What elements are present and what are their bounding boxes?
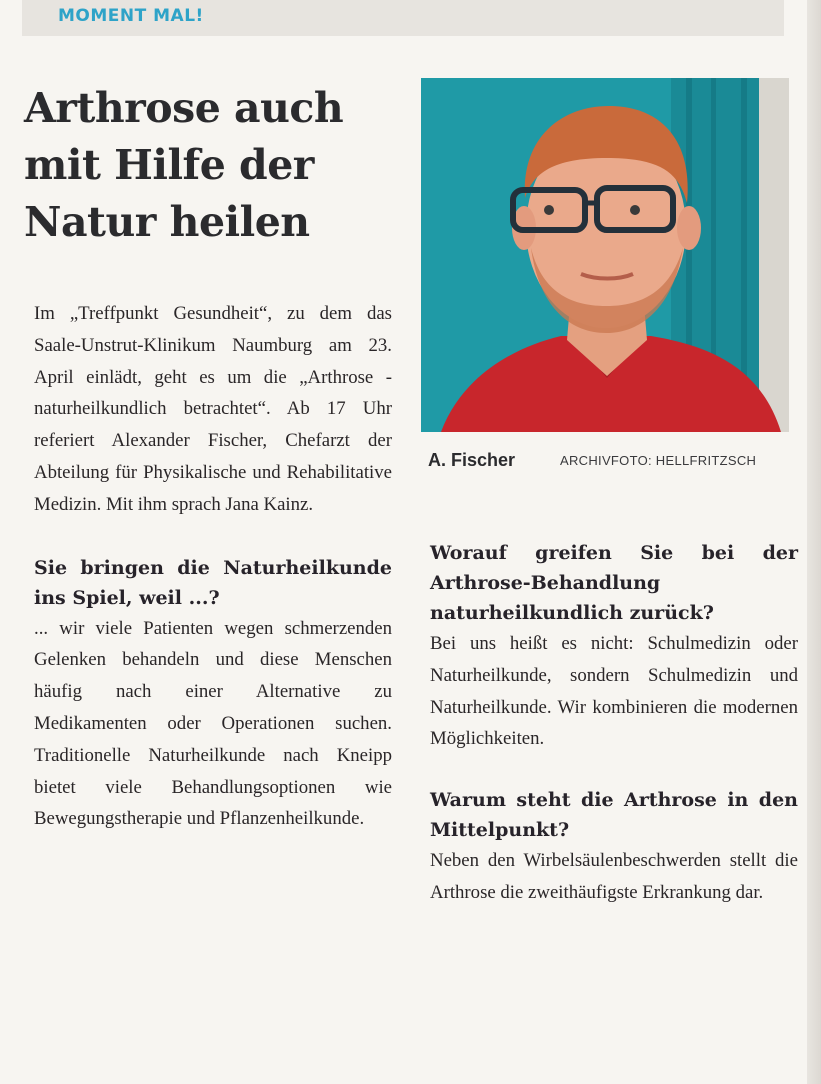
rubric-label: MOMENT MAL! — [58, 6, 204, 26]
portrait-photo — [421, 78, 789, 432]
intro-paragraph: Im „Treffpunkt Gesundheit“, zu dem das Saale-Unstrut-Klinikum Naumburg am 23. April einlädt, geht es um die „Arthrose - naturheilkundlich betrachtet“. Ab 17 Uhr referiert Alexander Fischer, Chefarzt der Abteilung für Physikalische und Rehabilitative Medizin. Mit ihm sprach Jana Kainz. — [34, 303, 392, 515]
photo-credit: ARCHIVFOTO: HELLFRITZSCH — [560, 453, 757, 468]
question-2: Worauf greifen Sie bei der Arthrose-Behandlung naturheilkundlich zurück? — [430, 542, 798, 624]
answer-2: Bei uns heißt es nicht: Schulmedizin oder Naturheilkunde, sondern Schulmedizin und Naturheilkunde. Wir kombinieren die modernen Möglichkeiten. — [430, 633, 798, 750]
portrait-illustration — [421, 78, 789, 432]
question-3: Warum steht die Arthrose in den Mittelpunkt? — [430, 789, 798, 842]
rubric-strip — [22, 0, 784, 36]
article-headline: Arthrose auch mit Hilfe der Natur heilen — [24, 84, 344, 246]
page-edge — [807, 0, 821, 1084]
answer-1: ... wir viele Patienten wegen schmerzenden Gelenken behandeln und diese Menschen häufig nach einer Alternative zu Medikamenten oder Operationen suchen. Traditionelle Naturheilkunde nach Kneipp bietet viele Behandlungsoptionen wie Bewegungstherapie und Pflanzenheilkunde. — [34, 617, 392, 830]
photo-caption-name: A. Fischer — [428, 450, 516, 470]
question-1: Sie bringen die Naturheilkunde ins Spiel, weil ...? — [34, 556, 392, 609]
answer-3: Neben den Wirbelsäulenbeschwerden stellt die Arthrose die zweithäufigste Erkrankung dar. — [430, 850, 798, 903]
left-column — [34, 298, 392, 835]
right-column — [430, 538, 798, 909]
